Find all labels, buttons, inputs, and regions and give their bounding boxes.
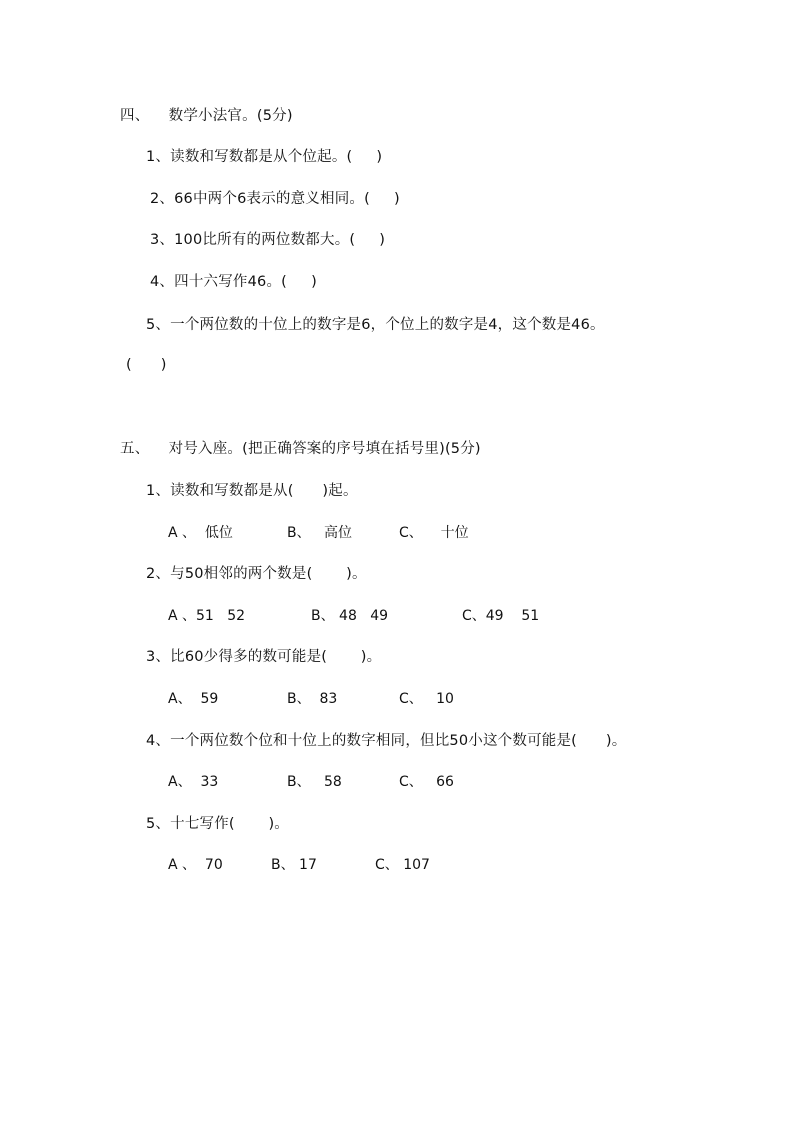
- section4-item-5-answer-blank: ( ): [126, 357, 167, 373]
- section5-question-1-options: [168, 523, 568, 543]
- option-b: B、 48 49: [311, 608, 389, 624]
- section4-item-4: 4、四十六写作46。( ): [150, 274, 317, 290]
- option-b: B、 17: [271, 857, 317, 873]
- option-b: B、 58: [287, 774, 342, 790]
- section5-question-2-options: [168, 606, 588, 626]
- option-a: A 、 低位: [168, 525, 233, 541]
- section4-heading: 四、 数学小法官。(5分): [120, 108, 293, 124]
- section4-item-5: 5、一个两位数的十位上的数字是6，个位上的数字是4，这个数是46。: [146, 317, 605, 333]
- section5-question-1: 1、读数和写数都是从( )起。: [146, 483, 358, 499]
- option-b: B、 高位: [287, 525, 352, 541]
- section4-item-2: 2、66中两个6表示的意义相同。( ): [150, 191, 400, 207]
- option-c: C、 66: [399, 774, 454, 790]
- section5-question-5-options: [168, 855, 568, 875]
- option-a: A、 33: [168, 774, 219, 790]
- option-c: C、 10: [399, 691, 454, 707]
- section5-question-2: 2、与50相邻的两个数是( )。: [146, 566, 367, 582]
- section5-heading: 五、 对号入座。(把正确答案的序号填在括号里)(5分): [120, 441, 481, 457]
- option-c: C、 十位: [399, 525, 469, 541]
- option-a: A、 59: [168, 691, 219, 707]
- section5-question-5: 5、十七写作( )。: [146, 816, 290, 832]
- section5-question-4: 4、一个两位数个位和十位上的数字相同，但比50小这个数可能是( )。: [146, 733, 627, 749]
- section4-item-1: 1、读数和写数都是从个位起。( ): [146, 149, 383, 165]
- option-c: C、 107: [375, 857, 430, 873]
- option-c: C、49 51: [462, 608, 540, 624]
- section4-item-3: 3、100比所有的两位数都大。( ): [150, 232, 386, 248]
- section5-question-3: 3、比60少得多的数可能是( )。: [146, 649, 382, 665]
- section5-question-4-options: [168, 772, 568, 792]
- option-a: A 、51 52: [168, 608, 246, 624]
- section5-question-3-options: [168, 689, 568, 709]
- option-b: B、 83: [287, 691, 338, 707]
- option-a: A 、 70: [168, 857, 223, 873]
